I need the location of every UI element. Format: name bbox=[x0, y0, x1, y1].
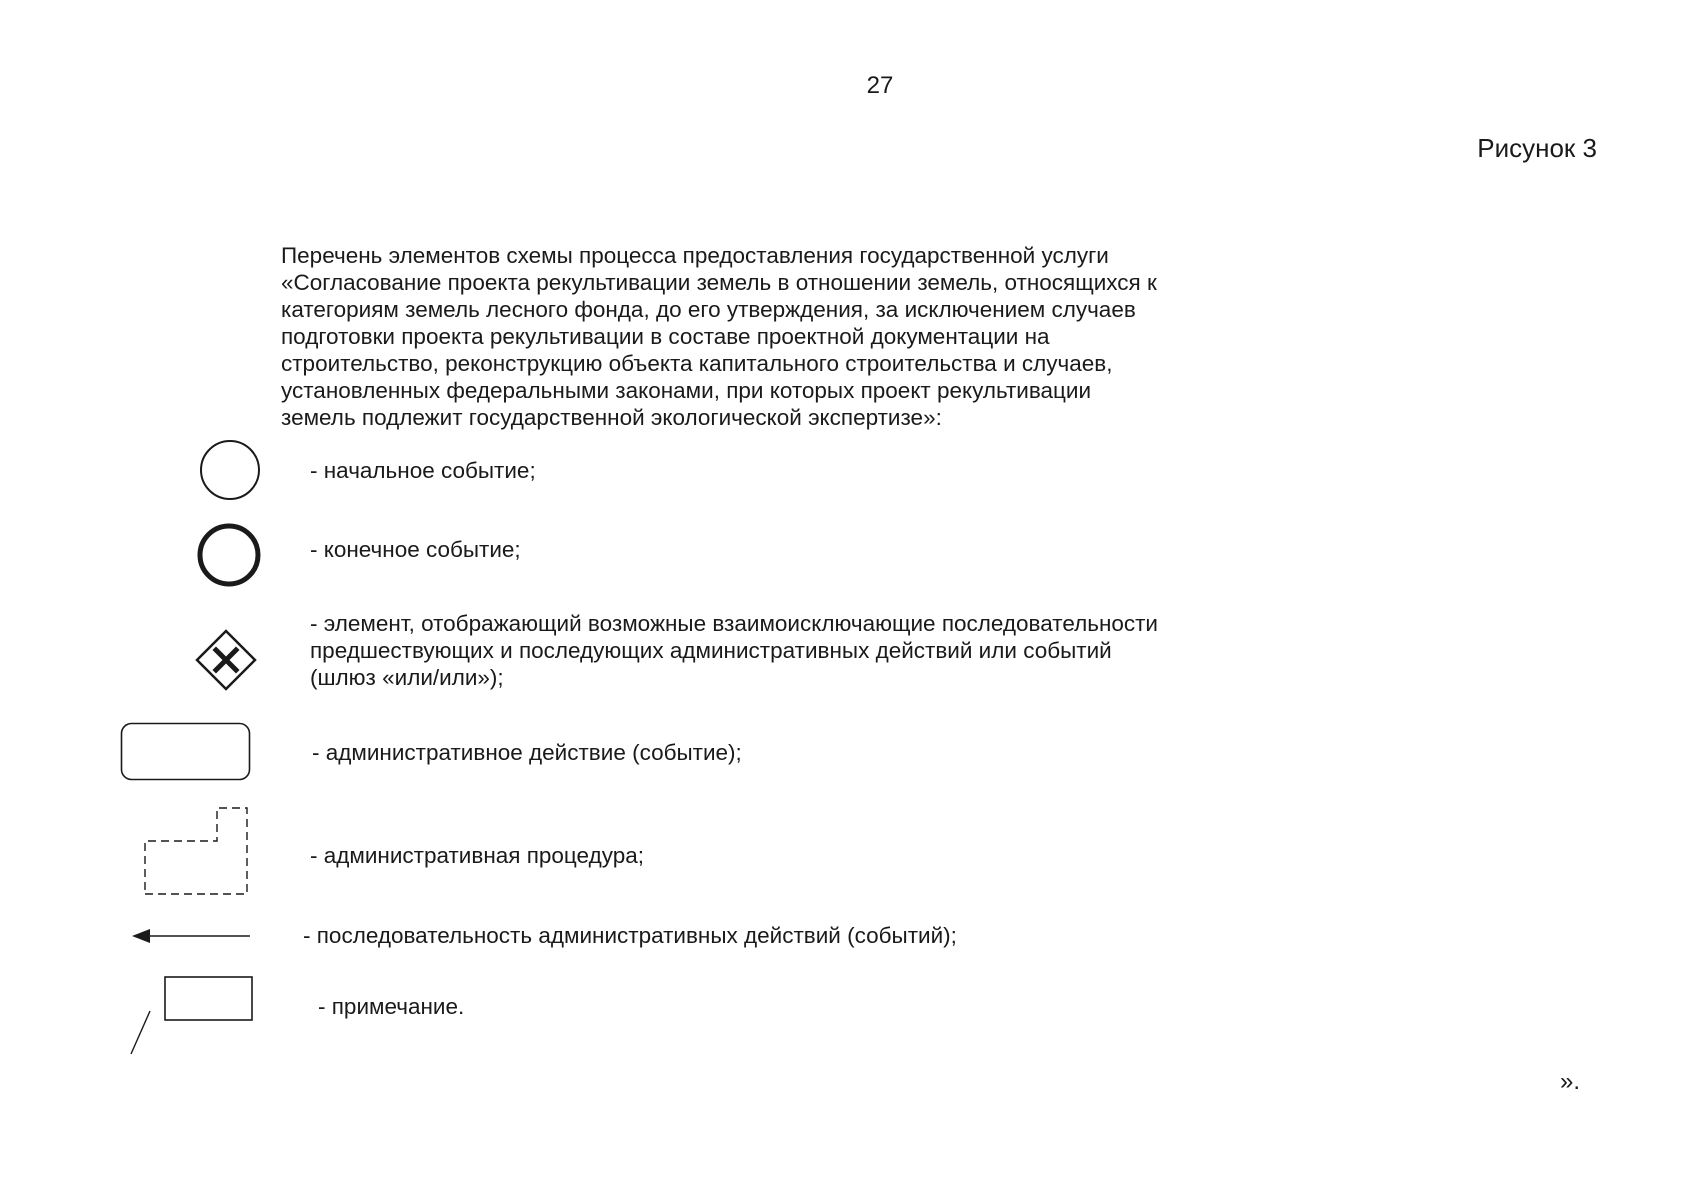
dashed-procedure-icon bbox=[142, 805, 252, 897]
rounded-rectangle-icon bbox=[120, 722, 252, 782]
legend-note-label: - примечание. bbox=[318, 994, 465, 1019]
legend-end-event-label: - конечное событие; bbox=[310, 537, 521, 562]
arrow-left-icon bbox=[130, 926, 252, 946]
legend-procedure-label: - административная процедура; bbox=[310, 843, 644, 868]
legend-gateway-label: - элемент, отображающий возможные взаимоисключающие последовательности предшествующих и последующих административных действий или событий (шлюз «или/или»); bbox=[310, 611, 1159, 690]
closing-quote: ». bbox=[1560, 1068, 1581, 1095]
exclusive-gateway-icon bbox=[195, 629, 257, 691]
legend-action-label: - административное действие (событие); bbox=[312, 740, 742, 765]
legend-start-event-label: - начальное событие; bbox=[310, 458, 536, 483]
start-event-circle-icon bbox=[198, 438, 262, 502]
legend-flow-label: - последовательность административных действий (событий); bbox=[303, 923, 957, 948]
end-event-circle-icon bbox=[196, 522, 262, 588]
figure-label: Рисунок 3 bbox=[1477, 133, 1597, 163]
page-number: 27 bbox=[866, 72, 894, 99]
annotation-icon bbox=[128, 975, 256, 1057]
intro-paragraph: Перечень элементов схемы процесса предоставления государственной услуги «Согласование проекта рекультивации земель в отношении земель, относящихся к категориям земель лесного фонда, до его утверждения, за исключением случаев подготовки проекта рекультивации в составе проектной документации на строительство, реконструкцию объекта капитального строительства и случаев, установленных федеральными законами, при которых проект рекультивации земель подлежит государственной экологической экспертизе»: bbox=[281, 243, 1157, 430]
